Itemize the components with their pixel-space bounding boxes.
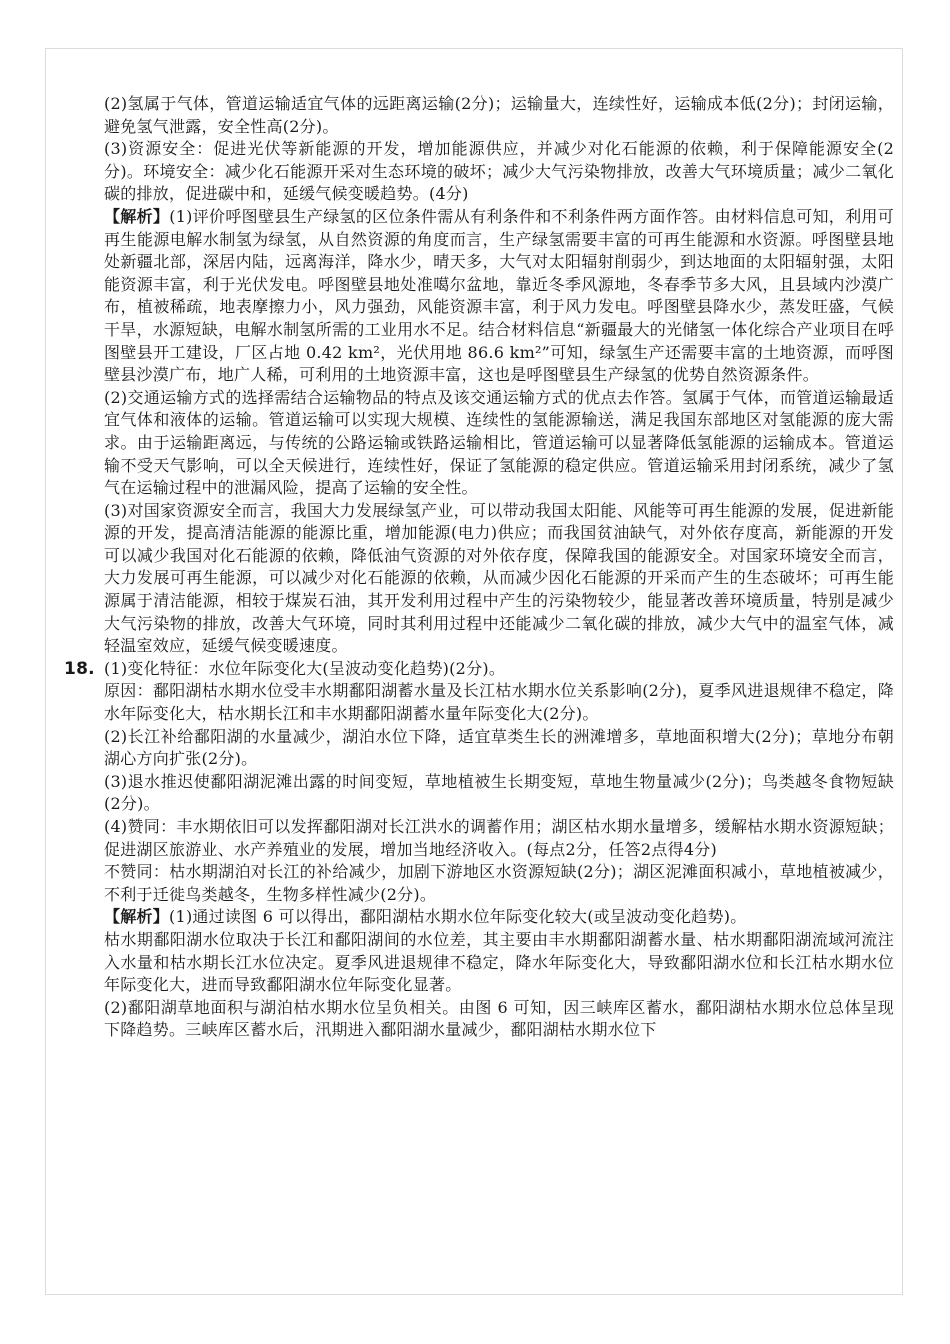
q18-answer-1: (1)变化特征：水位年际变化大(呈波动变化趋势)(2分)。	[104, 658, 506, 678]
q17-analysis-1	[104, 206, 894, 387]
q18-analysis-2: (2)鄱阳湖草地面积与湖泊枯水期水位呈负相关。由图 6 可知，因三峡库区蓄水，鄱阳湖枯水期水位总体呈现下降趋势。三峡库区蓄水后，汛期进入鄱阳湖水量减少，鄱阳湖枯水期水位下	[104, 997, 894, 1040]
q18-answer-4-disagree: 不赞同：枯水期湖泊对长江的补给减少，加剧下游地区水资源短缺(2分)；湖区泥滩面积减小，草地植被减少，不利于迁徙鸟类越冬，生物多样性减少(2分)。	[104, 862, 894, 904]
question-18	[64, 658, 894, 1042]
q17-answer-2: (2)氢属于气体，管道运输适宜气体的远距离运输(2分)；运输量大，连续性好，运输成本低(2分)；封闭运输，避免氢气泄露，安全性高(2分)。	[104, 94, 894, 136]
q18-answer-1-reason: 原因：鄱阳湖枯水期水位受丰水期鄱阳湖蓄水量及长江枯水期水位关系影响(2分)，夏季风进退规律不稳定，降水年际变化大，枯水期长江和丰水期鄱阳湖蓄水量年际变化大(2分)。	[104, 681, 894, 724]
question-number: 18.	[64, 658, 95, 679]
q18-answer-3: (3)退水推迟使鄱阳湖泥滩出露的时间变短，草地植被生长期变短，草地生物量减少(2分)；鸟类越冬食物短缺(2分)。	[104, 771, 894, 814]
q17-analysis-3: (3)对国家资源安全而言，我国大力发展绿氢产业，可以带动我国太阳能、风能等可再生能源的发展，促进新能源的开发，提高清洁能源的能源比重，增加能源(电力)供应；而我国贫油缺气，对外依存度高，新能源的开发可以减少我国对化石能源的依赖，降低油气资源的对外依存度，保障我国的能源安全。对国家环境安全而言，大力发展可再生能源，可以减少对化石能源的依赖，从而减少因化石能源的开采而产生的生态破坏；可再生能源属于清洁能源，相较于煤炭石油，其开发利用过程中产生的污染物较少，能显著改善环境质量，特别是减少大气污染物的排放，改善大气环境，同时其利用过程中还能减少二氧化碳的排放，减少大气中的温室气体，减轻温室效应，延缓气候变暖速度。	[104, 500, 894, 656]
q17-analysis-1-text: (1)评价呼图壁县生产绿氢的区位条件需从有利条件和不利条件两方面作答。由材料信息可知，利用可再生能源电解水制氢为绿氢，从自然资源的角度而言，生产绿氢需要丰富的可再生能源和水资源。呼图壁县地处新疆北部，深居内陆，远离海洋，降水少，晴天多，大气对太阳辐射削弱少，到达地面的太阳辐射强，太阳能资源丰富，利于光伏发电。呼图壁县地处准噶尔盆地，靠近冬季风源地，冬春季节多大风，且县域内沙漠广布，植被稀疏，地表摩擦力小，风力强劲，风能资源丰富，利于风力发电。呼图壁县降水少，蒸发旺盛，气候干旱，水源短缺，电解水制氢所需的工业用水不足。结合材料信息“新疆最大的光储氢一体化综合产业项目在呼图壁县开工建设，厂区占地 0.42 km²，光伏用地 86.6 km²”可知，绿氢生产还需要丰富的土地资源，而呼图壁县沙漠广布，地广人稀，可利用的土地资源丰富，这也是呼图壁县生产绿氢的优势自然资源条件。	[104, 206, 894, 385]
q17-answer-3: (3)资源安全：促进光伏等新能源的开发，增加能源供应，并减少对化石能源的依赖，利于保障能源安全(2分)。环境安全：减少化石能源开采对生态环境的破坏；减少大气污染物排放，改善大气环境质量；减少二氧化碳的排放，促进碳中和，延缓气候变暖趋势。(4分)	[104, 139, 894, 204]
analysis-tag: 【解析】	[104, 907, 170, 927]
q18-analysis-1b: 枯水期鄱阳湖水位取决于长江和鄱阳湖间的水位差，其主要由丰水期鄱阳湖蓄水量、枯水期鄱阳湖流域河流注入水量和枯水期长江水位决定。夏季风进退规律不稳定，降水年际变化大，导致鄱阳湖水位和长江枯水期水位年际变化大，进而导致鄱阳湖水位年际变化显著。	[104, 929, 894, 995]
analysis-tag: 【解析】	[104, 206, 170, 226]
page-content	[64, 93, 894, 1042]
q18-analysis-1	[104, 906, 894, 929]
q18-analysis-1-text: (1)通过读图 6 可以得出，鄱阳湖枯水期水位年际变化较大(或呈波动变化趋势)。	[169, 907, 747, 927]
q17-analysis-2: (2)交通运输方式的选择需结合运输物品的特点及该交通运输方式的优点去作答。氢属于气体，而管道运输最适宜气体和液体的运输。管道运输可以实现大规模、连续性的氢能源输送，满足我国东部地区对氢能源的庞大需求。由于运输距离远，与传统的公路运输或铁路运输相比，管道运输可以显著降低氢能源的运输成本。管道运输不受天气影响，可以全天候进行，连续性好，保证了氢能源的稳定供应。管道运输采用封闭系统，减少了氢气在运输过程中的泄漏风险，提高了运输的安全性。	[104, 387, 894, 498]
q18-answer-2: (2)长江补给鄱阳湖的水量减少，湖泊水位下降，适宜草类生长的洲滩增多，草地面积增大(2分)；草地分布朝湖心方向扩张(2分)。	[104, 726, 894, 769]
document-page	[45, 48, 903, 1295]
q18-answer-4-agree: (4)赞同：丰水期依旧可以发挥鄱阳湖对长江洪水的调蓄作用；湖区枯水期水量增多，缓解枯水期水资源短缺；促进湖区旅游业、水产养殖业的发展，增加当地经济收入。(每点2分，任答2点得4分)	[104, 817, 894, 859]
